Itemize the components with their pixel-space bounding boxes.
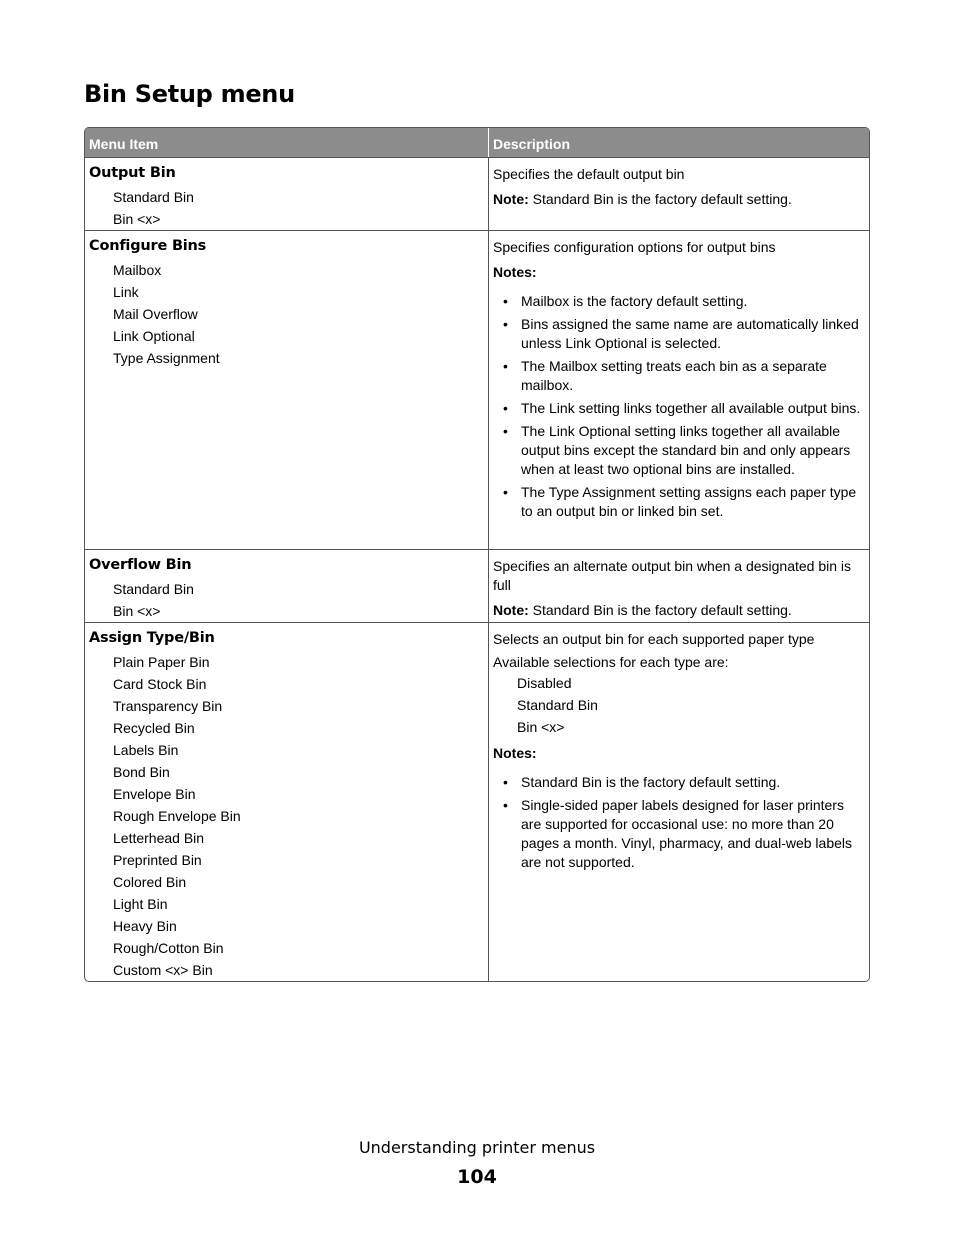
note-item: • The Link setting links together all available output bins. [493, 399, 865, 418]
description-cell [489, 550, 869, 622]
menu-option: Bin <x> [113, 211, 161, 227]
note-item: • Mailbox is the factory default setting. [493, 292, 865, 311]
menu-option: Rough Envelope Bin [113, 808, 241, 824]
header-menu-item: Menu Item [85, 128, 489, 157]
description-text-2: Available selections for each type are: [493, 654, 729, 670]
menu-item-title: Configure Bins [89, 238, 207, 254]
note-item: • The Mailbox setting treats each bin as a separate mailbox. [493, 357, 865, 395]
note-label: Note: [493, 602, 529, 618]
table-header [85, 128, 869, 157]
menu-option: Plain Paper Bin [113, 654, 210, 670]
description-cell [489, 623, 869, 981]
note [493, 601, 865, 620]
page-title: Bin Setup menu [84, 80, 295, 108]
note [493, 190, 865, 209]
menu-option: Preprinted Bin [113, 852, 202, 868]
menu-item-title: Assign Type/Bin [89, 630, 215, 646]
description-text: Specifies the default output bin [493, 166, 685, 182]
menu-option: Rough/Cotton Bin [113, 940, 224, 956]
notes-list [493, 292, 865, 521]
menu-option: Labels Bin [113, 742, 179, 758]
table-row-overflow-bin [85, 549, 869, 622]
notes-label: Notes: [493, 264, 537, 280]
menu-item-title: Output Bin [89, 165, 176, 181]
menu-item-cell [85, 231, 489, 549]
selection-item: Bin <x> [517, 719, 565, 735]
menu-option: Standard Bin [113, 581, 194, 597]
description-text: Selects an output bin for each supported paper type [493, 631, 815, 647]
menu-option: Bond Bin [113, 764, 170, 780]
menu-item-title: Overflow Bin [89, 557, 192, 573]
description-cell [489, 158, 869, 230]
table-row-configure-bins [85, 230, 869, 549]
note-item: • Standard Bin is the factory default setting. [493, 773, 865, 792]
menu-option: Letterhead Bin [113, 830, 205, 846]
menu-option: Mail Overflow [113, 306, 198, 322]
note-text: Standard Bin is the factory default setting. [528, 602, 792, 618]
description-cell [489, 231, 869, 549]
menu-option: Type Assignment [113, 350, 220, 366]
menu-option: Recycled Bin [113, 720, 195, 736]
note-text: Standard Bin is the factory default setting. [528, 191, 792, 207]
menu-option: Custom <x> Bin [113, 962, 213, 978]
page-number: 104 [457, 1166, 497, 1188]
selection-item: Standard Bin [517, 697, 598, 713]
description-text: Specifies an alternate output bin when a designated bin is full [493, 558, 852, 593]
note-item: • Bins assigned the same name are automatically linked unless Link Optional is selected. [493, 315, 865, 353]
table-row-assign-type-bin [85, 622, 869, 981]
menu-item-cell [85, 550, 489, 622]
menu-option: Light Bin [113, 896, 168, 912]
table-row-output-bin [85, 157, 869, 230]
description-text: Specifies configuration options for output bins [493, 239, 776, 255]
selections-list [493, 672, 865, 738]
menu-option: Heavy Bin [113, 918, 177, 934]
note-item: • The Type Assignment setting assigns each paper type to an output bin or linked bin set. [493, 483, 865, 521]
menu-item-cell [85, 623, 489, 981]
note-item: • The Link Optional setting links together all available output bins except the standard bin and only appears when at least two optional bins are installed. [493, 422, 865, 479]
menu-item-cell [85, 158, 489, 230]
note-label: Note: [493, 191, 529, 207]
notes-label: Notes: [493, 745, 537, 761]
menu-option: Link [113, 284, 139, 300]
menu-option: Mailbox [113, 262, 162, 278]
menu-option: Bin <x> [113, 603, 161, 619]
note-item: • Single-sided paper labels designed for laser printers are supported for occasional use: no more than 20 pages a month. Vinyl, pharmacy, and dual-web labels are not supported. [493, 796, 865, 872]
footer-section-title: Understanding printer menus [358, 1138, 596, 1157]
menu-option: Colored Bin [113, 874, 187, 890]
selection-item: Disabled [517, 675, 572, 691]
header-description: Description [493, 136, 571, 152]
bin-setup-table [84, 127, 870, 982]
menu-option: Link Optional [113, 328, 195, 344]
menu-option: Transparency Bin [113, 698, 223, 714]
menu-option: Card Stock Bin [113, 676, 207, 692]
notes-list [493, 773, 865, 872]
menu-option: Standard Bin [113, 189, 194, 205]
menu-option: Envelope Bin [113, 786, 196, 802]
